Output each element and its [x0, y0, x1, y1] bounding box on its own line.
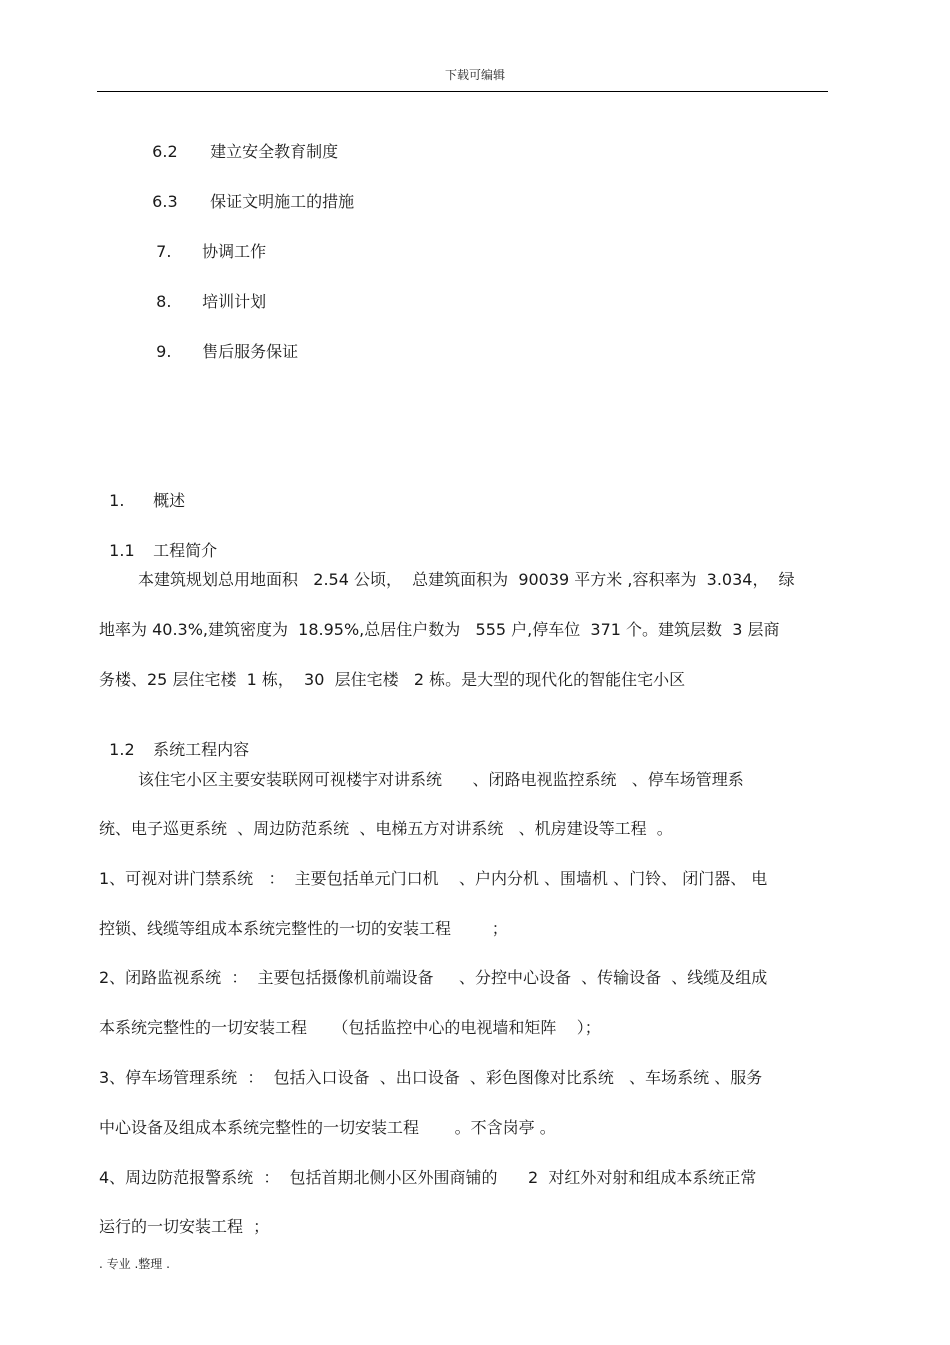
toc-item-title: 保证文明施工的措施	[210, 192, 355, 211]
section-heading	[99, 521, 217, 561]
paragraph-line: 地率为 40.3%,建筑密度为 18.95%,总居住户数为 555 户,停车位 371 个。建筑层数 3 层商	[99, 620, 780, 639]
paragraph-line: 务楼、25 层住宅楼 1 栋， 30 层住宅楼 2 栋。是大型的现代化的智能住宅小区	[99, 670, 686, 689]
list-item-line: 运行的一切安装工程 ；	[99, 1217, 270, 1236]
section-number: 1.1	[109, 541, 135, 560]
toc-item-number: 6.2	[152, 142, 178, 161]
page-header: 下载可编辑	[444, 68, 505, 82]
toc-item	[142, 122, 338, 162]
paragraph-line: 统、电子巡更系统 、周边防范系统 、电梯五方对讲系统 、机房建设等工程 。	[99, 819, 673, 838]
toc-item	[146, 222, 266, 262]
header-rule	[97, 91, 828, 92]
section-number: 1.	[109, 491, 125, 510]
section-heading	[99, 720, 249, 760]
list-item-line: 中心设备及组成本系统完整性的一切安装工程 。不含岗亭 。	[99, 1118, 556, 1137]
toc-item-number: 8.	[156, 292, 172, 311]
section-heading	[99, 471, 185, 511]
toc-item	[142, 172, 354, 212]
toc-item	[146, 272, 266, 312]
section-title: 概述	[153, 491, 186, 510]
toc-item-title: 培训计划	[202, 292, 267, 311]
toc-item-title: 售后服务保证	[202, 342, 299, 361]
section-title: 工程简介	[153, 541, 218, 560]
toc-item	[146, 322, 298, 362]
toc-item-title: 建立安全教育制度	[210, 142, 339, 161]
list-item-line: 控锁、线缆等组成本系统完整性的一切的安装工程 ；	[99, 919, 508, 938]
section-title: 系统工程内容	[153, 740, 250, 759]
paragraph-line: 该住宅小区主要安装联网可视楼宇对讲系统 、闭路电视监控系统 、停车场管理系	[138, 770, 744, 789]
list-item-line: 2、闭路监视系统 ： 主要包括摄像机前端设备 、分控中心设备 、传输设备 、线缆及组成	[99, 968, 768, 987]
page-footer: . 专业 .整理 .	[99, 1257, 170, 1271]
toc-item-number: 9.	[156, 342, 172, 361]
list-item-line: 3、停车场管理系统 ： 包括入口设备 、出口设备 、彩色图像对比系统 、车场系统 、服务	[99, 1068, 763, 1087]
toc-item-number: 6.3	[152, 192, 178, 211]
list-item-line: 本系统完整性的一切安装工程 （包括监控中心的电视墙和矩阵 ）；	[99, 1018, 601, 1037]
section-number: 1.2	[109, 740, 135, 759]
list-item-line: 1、可视对讲门禁系统 ： 主要包括单元门口机 、户内分机 、围墙机 、门铃、 闭门器、 电	[99, 869, 768, 888]
toc-item-number: 7.	[156, 242, 172, 261]
paragraph-line: 本建筑规划总用地面积 2.54 公顷， 总建筑面积为 90039 平方米 ,容积率为 3.034， 绿	[138, 570, 795, 589]
list-item-line: 4、周边防范报警系统 ： 包括首期北侧小区外围商铺的 2 对红外对射和组成本系统正常	[99, 1168, 757, 1187]
toc-item-title: 协调工作	[202, 242, 267, 261]
